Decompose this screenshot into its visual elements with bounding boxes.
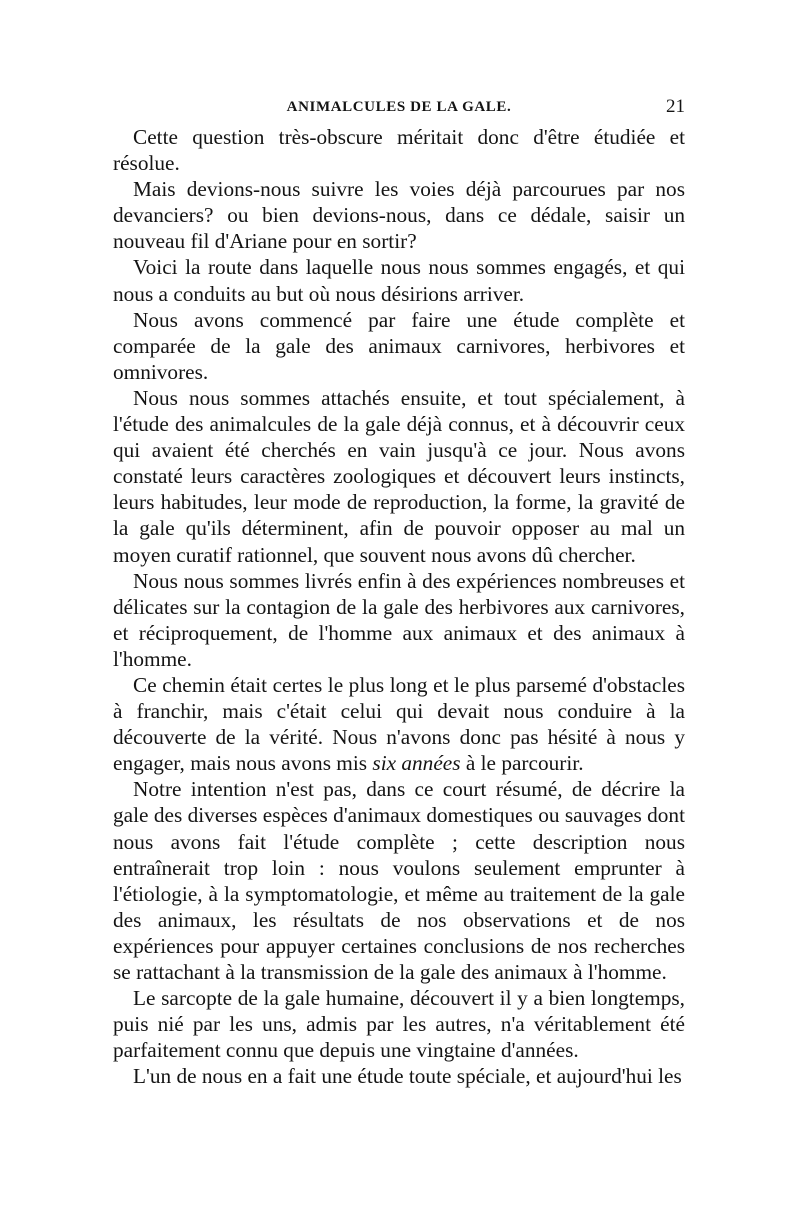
emphasis-six-annees: six années bbox=[372, 751, 461, 776]
paragraph-10: L'un de nous en a fait une étude toute spéciale, et aujourd'hui les bbox=[133, 1064, 682, 1089]
page-number: 21 bbox=[666, 96, 685, 117]
paragraph-9: Le sarcopte de la gale humaine, découvert il y a bien longtemps, puis nié par les uns, admis par les autres, n'a véritablement été parfaitement connu que depuis une vingtaine d'années. bbox=[113, 986, 685, 1063]
paragraph-7 bbox=[113, 672, 685, 776]
body-text bbox=[113, 124, 685, 1089]
paragraph-3: Voici la route dans laquelle nous nous sommes engagés, et qui nous a conduits au but où nous désirions arriver. bbox=[113, 255, 685, 306]
running-title: ANIMALCULES DE LA GALE. bbox=[286, 99, 512, 115]
paragraph-8: Notre intention n'est pas, dans ce court résumé, de décrire la gale des diverses espèces d'animaux domestiques ou sauvages dont nous avons fait l'étude complète ; cette description nous entraînerait trop loin : nous voulons seulement emprunter à l'étiologie, à la symptomatologie, et même au traitement de la gale des animaux, les résultats de nos observations et de nos expériences pour appuyer certaines conclusions de nos recherches se rattachant à la transmission de la gale des animaux à l'homme. bbox=[113, 777, 685, 984]
paragraph-7-text: Ce chemin était certes le plus long et le plus parsemé d'obstacles à franchir, mais c'était celui qui devait nous conduire à la découverte de la vérité. Nous n'avons donc pas hésité à nous y engager, mais nous avons mis bbox=[113, 672, 685, 776]
paragraph-5: Nous nous sommes attachés ensuite, et tout spécialement, à l'étude des animalcules de la gale déjà connus, et à découvrir ceux qui avaient été cherchés en vain jusqu'à ce jour. Nous avons constaté leurs caractères zoologiques et découvert leurs instincts, leurs habitudes, leur mode de reproduction, la forme, la gravité de la gale qu'ils déterminent, afin de pouvoir opposer au mal un moyen curatif rationnel, que souvent nous avons dû chercher. bbox=[113, 385, 685, 567]
paragraph-2: Mais devions-nous suivre les voies déjà parcourues par nos devanciers? ou bien devions-nous, dans ce dédale, saisir un nouveau fil d'Ariane pour en sortir? bbox=[113, 177, 685, 254]
book-page bbox=[113, 92, 685, 1089]
paragraph-6: Nous nous sommes livrés enfin à des expériences nombreuses et délicates sur la contagion de la gale des herbivores aux carnivores, et réciproquement, de l'homme aux animaux et des animaux à l'homme. bbox=[113, 568, 685, 671]
paragraph-7-end: à le parcourir. bbox=[460, 751, 584, 776]
paragraph-1: Cette question très-obscure méritait donc d'être étudiée et résolue. bbox=[113, 125, 685, 176]
paragraph-4: Nous avons commencé par faire une étude complète et comparée de la gale des animaux carnivores, herbivores et omnivores. bbox=[113, 307, 685, 384]
running-head bbox=[113, 92, 685, 122]
